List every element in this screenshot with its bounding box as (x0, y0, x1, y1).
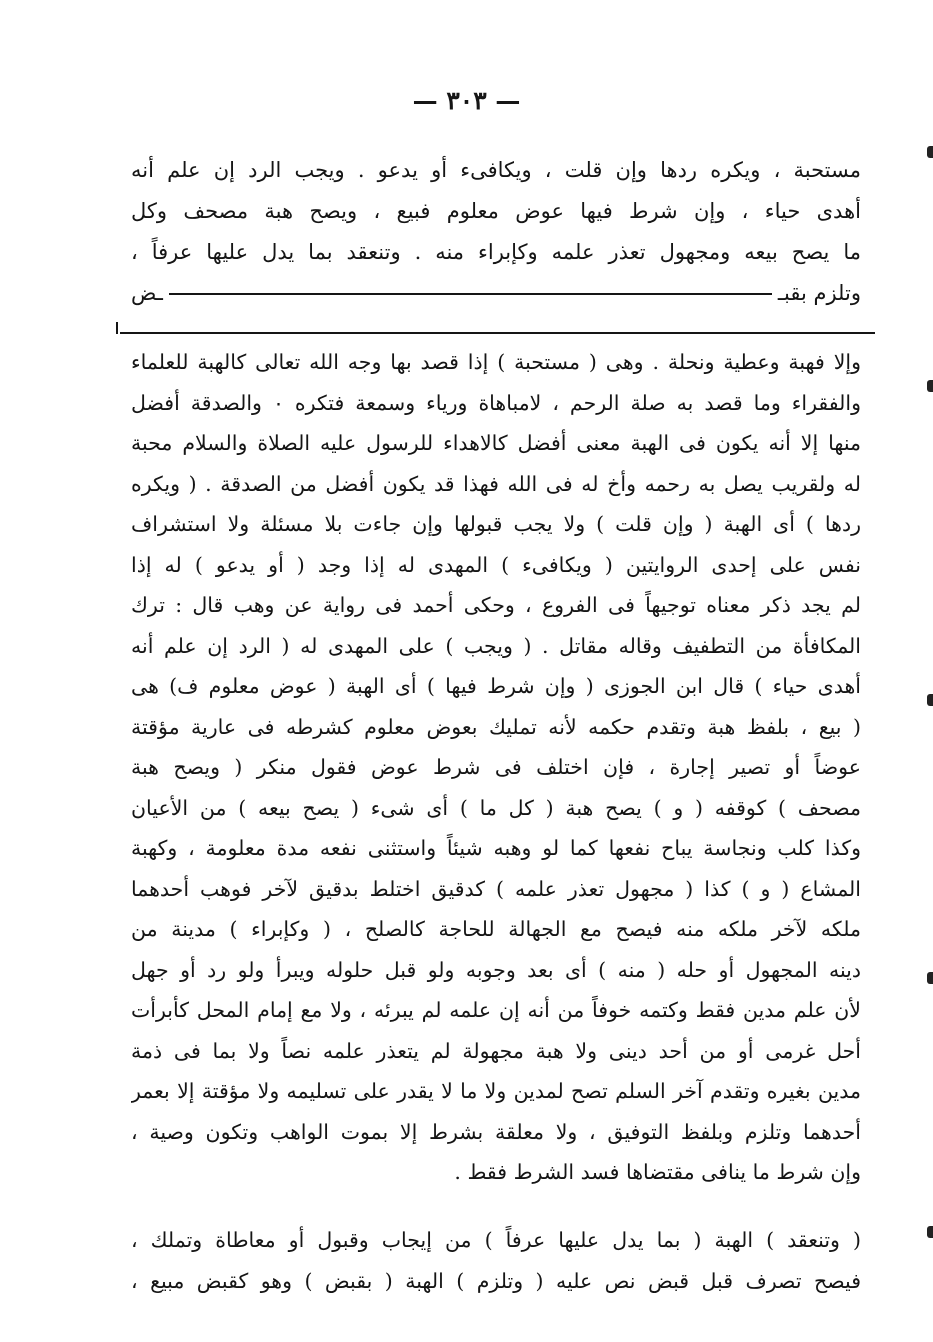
separator-tick (116, 322, 118, 334)
matn-line: ما يصح بيعه ومجهول تعذر علمه وكإبراء منه . وتنعقد بما يدل عليها عرفاً ، (131, 240, 861, 264)
matn-line: أهدى حياء ، وإن شرط فيها عوض معلوم فبيع ، ويصح هبة مصحف وكل (131, 199, 861, 223)
sharh-line: عوضاً أو تصير إجارة ، فإن اختلف فى شرط عوض فقول منكر ( ويصح هبة (131, 755, 861, 779)
margin-mark (927, 380, 933, 392)
sharh-line: له ولقريب يصل به رحمه وأخ له فى الله فهذا قد يكون أفضل من الصدقة . ( ويكره (131, 471, 861, 496)
margin-mark (927, 694, 933, 706)
sharh-final-line: وإن شرط ما ينافى مقتضاها فسد الشرط فقط . (454, 1160, 861, 1184)
margin-mark (927, 972, 933, 984)
sharh-line: وإلا فهبة وعطية ونحلة . وهى ( مستحبة ) إذا قصد بها وجه الله تعالى كالهبة للعلماء (131, 350, 861, 374)
matn-last-line-end: ـض (131, 281, 163, 305)
commentary-continuation (131, 1220, 861, 1301)
matn-last-line-start: وتلزم بقبـ (777, 281, 861, 305)
margin-mark (927, 146, 933, 158)
section-separator-line (120, 332, 875, 334)
sharh-line: دينه المجهول أو حله ( منه ) أى بعد وجوبه ولو قبل حلوله ويبرأ ولو رد أو جهل (131, 957, 861, 982)
sharh-line: ردها ) أى الهبة ( وإن قلت ) ولا يجب قبولها وإن جاءت بلا مسئلة ولا استشراف (131, 512, 861, 536)
matn-last-line (131, 273, 861, 314)
sharh-line: لأن علم مدين فقط وكتمه خوفاً من أنه إن علمه لم يبرئه ، ولا مع إمام المحل كأبرأت (131, 998, 861, 1022)
sharh-line: منها إلا أنه يكون فى الهبة معنى أفضل كالاهداء للرسول عليه الصلاة والسلام محبة (131, 431, 861, 455)
margin-mark (927, 1226, 933, 1238)
sharh-line: أهدى حياء ) قال ابن الجوزى ( وإن شرط فيها ) أى الهبة ( عوض معلوم ف) هى (131, 674, 861, 698)
sharh-line: لم يجد ذكر معناه توجيهاً فى الفروع ، وحكى أحمد فى رواية عن وهب قال : ترك (131, 593, 861, 617)
sharh-line: ملكه لآخر ملكه منه فيصح مع الجهالة للحاجة كالصلح ، ( وكإبراء ) مدينة من (131, 917, 861, 941)
sharh-line: أحل غرمى أو من أحد دينى ولا هبة مجهولة لم يتعذر علمه نصاً ولا بما فى ذمة (131, 1038, 861, 1063)
sharh-line: ( بيع ، بلفظ هبة وتقدم حكمه لأنه تمليك بعوض معلوم كشرطه فى عارية مؤقتة (131, 714, 861, 739)
sharh-line: أحدهما وتلزم وبلفظ التوفيق ، ولا معلقة بشرط إلا بموت الواهب وتكون وصية ، (131, 1119, 861, 1144)
sharh-line: مصحف ) كوقفه ( و ) يصح هبة ( كل ما ) أى شىء ( يصح بيعه ) من الأعيان (131, 795, 861, 820)
page-number: — ٣٠٣ — (412, 86, 521, 115)
sharh-tail-line: فيصح تصرف قبل قبض نص عليه ( وتلزم ) الهبة ( بقبض ) وهو كقبض مبيع ، (131, 1268, 861, 1293)
sharh-line: مدين بغيره وتقدم آخر السلم تصح لمدين ولا ما لا يقدر على تسليمه ولا مؤقتة إلا بعمر (131, 1079, 861, 1103)
sharh-line: والفقراء وما قصد به صلة الرحم ، لامباهاة ورياء وسمعة فتكره ٠ والصدقة أفضل (131, 390, 861, 415)
sharh-line: المشاع ( و ) كذا ( مجهول تعذر علمه ) كدقيق اختلط بدقيق لآخر فوهب أحدهما (131, 876, 861, 901)
main-text-matn (131, 150, 861, 314)
commentary-sharh (131, 342, 861, 1193)
sharh-tail-line: ( وتنعقد ) الهبة ( بما يدل عليها عرفاً ) من إيجاب وقبول أو معاطاة وتملك ، (131, 1228, 861, 1252)
sharh-line: نفس على إحدى الروايتين ( ويكافىء ) المهدى له إذا وجد ( أو يدعو ) له إذا (131, 552, 861, 577)
continuation-rule (169, 293, 772, 295)
sharh-line: وكذا كلب ونجاسة يباح نفعها كما لو وهبه شيئاً واستثنى نفعه مدة معلومة ، وكهبة (131, 836, 861, 860)
sharh-line: المكافأة من التطفيف وقاله مقاتل . ( ويجب ) على المهدى له ( الرد إن علم أنه (131, 633, 861, 658)
matn-line: مستحبة ، ويكره ردها وإن قلت ، ويكافىء أو يدعو . ويجب الرد إن علم أنه (131, 158, 861, 182)
